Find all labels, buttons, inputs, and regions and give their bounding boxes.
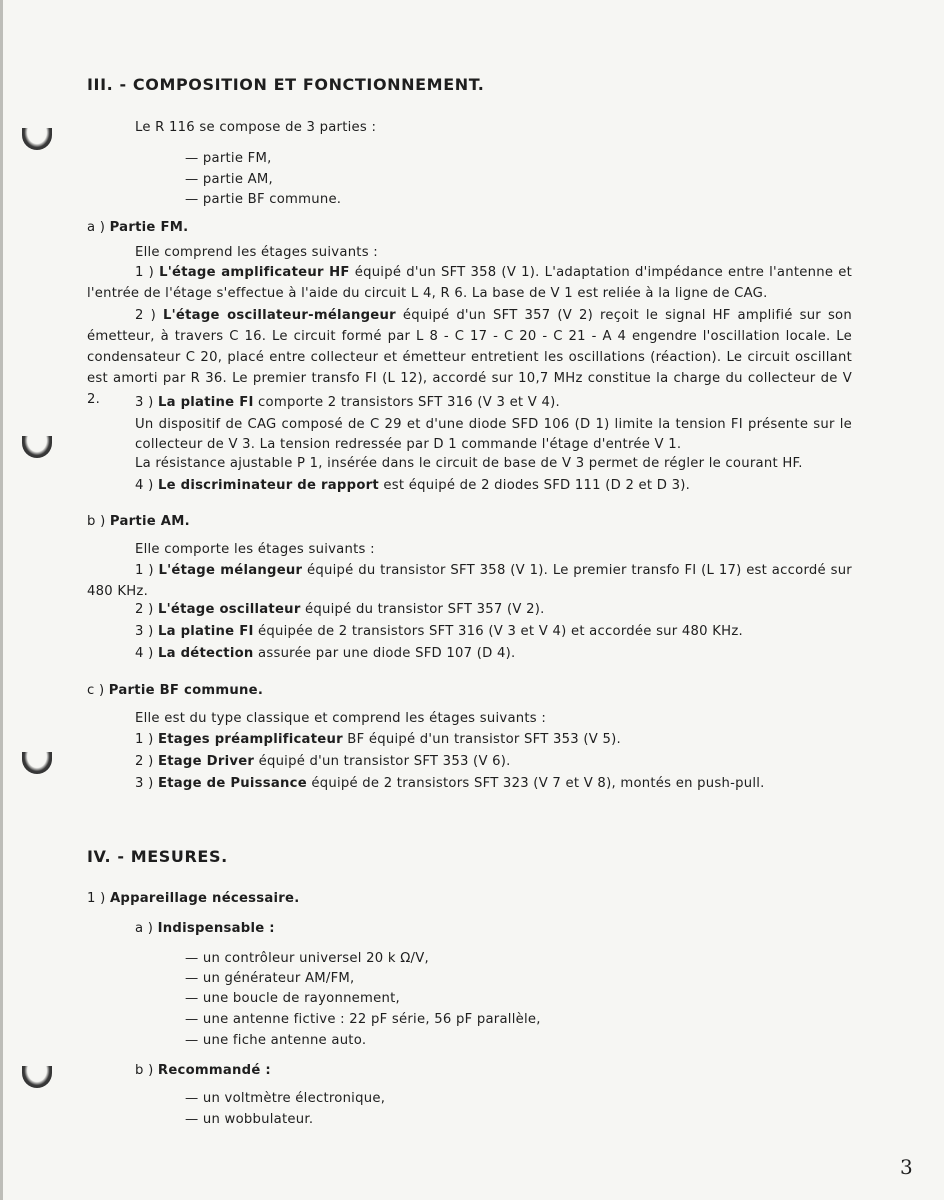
am-paragraph-3: 3 ) La platine FI équipée de 2 transistors SFT 316 (V 3 et V 4) et accordée sur 480 KHz. [135,624,743,639]
punch-hole [22,1066,52,1088]
fm-paragraph-3: 3 ) La platine FI comporte 2 transistors SFT 316 (V 3 et V 4). [135,395,560,410]
am-intro: Elle comporte les étages suivants : [135,542,375,557]
list-item: — partie FM, [185,151,272,166]
am-heading: b ) Partie AM. [87,514,190,529]
page-number: 3 [900,1155,913,1179]
fm-heading: a ) Partie FM. [87,220,189,235]
section-4-title: IV. - MESURES. [87,847,228,866]
punch-hole [22,752,52,774]
list-item: — une fiche antenne auto. [185,1033,367,1048]
list-item: — un contrôleur universel 20 k Ω/V, [185,951,429,966]
fm-paragraph-4: 4 ) Le discriminateur de rapport est équipé de 2 diodes SFD 111 (D 2 et D 3). [135,478,691,493]
am-paragraph-2: 2 ) L'étage oscillateur équipé du transistor SFT 357 (V 2). [135,602,545,617]
equipment-heading: 1 ) Appareillage nécessaire. [87,891,300,906]
fm-intro: Elle comprend les étages suivants : [135,245,378,260]
bf-intro: Elle est du type classique et comprend les étages suivants : [135,711,547,726]
bf-paragraph-1: 1 ) Etages préamplificateur BF équipé d'un transistor SFT 353 (V 5). [135,732,621,747]
list-item: — une boucle de rayonnement, [185,991,400,1006]
fm-paragraph-3c: La résistance ajustable P 1, insérée dans le circuit de base de V 3 permet de régler le courant HF. [135,456,803,471]
punch-hole [22,128,52,150]
list-item: — partie AM, [185,172,273,187]
punch-hole [22,436,52,458]
am-paragraph-1: 1 ) L'étage mélangeur équipé du transistor SFT 358 (V 1). Le premier transfo FI (L 17) est accordé sur 480 KHz. [87,563,852,599]
bf-paragraph-2: 2 ) Etage Driver équipé d'un transistor SFT 353 (V 6). [135,754,511,769]
bf-paragraph-3: 3 ) Etage de Puissance équipé de 2 transistors SFT 323 (V 7 et V 8), montés en push-pull. [135,776,765,791]
list-item: — partie BF commune. [185,192,342,207]
list-item: — un wobbulateur. [185,1112,314,1127]
page-edge [0,0,3,1200]
fm-paragraph-1: 1 ) L'étage amplificateur HF équipé d'un SFT 358 (V 1). L'adaptation d'impédance entre l'antenne et l'entrée de l'étage s'effectue à l'aide du circuit L 4, R 6. La base de V 1 est reliée à la ligne de CAG. [87,265,853,301]
section-3-title: III. - COMPOSITION ET FONCTIONNEMENT. [87,75,485,94]
list-item: — une antenne fictive : 22 pF série, 56 pF parallèle, [185,1012,541,1027]
fm-paragraph-3b: Un dispositif de CAG composé de C 29 et d'une diode SFD 106 (D 1) limite la tension FI présente sur le collecteur de V 3. La tension redressée par D 1 commande l'étage d'entrée V 1. [135,417,852,452]
required-heading: a ) Indispensable : [135,921,275,936]
intro: Le R 116 se compose de 3 parties : [135,120,377,135]
list-item: — un voltmètre électronique, [185,1091,386,1106]
fm-paragraph-2: 2 ) L'étage oscillateur-mélangeur équipé d'un SFT 357 (V 2) reçoit le signal HF amplifié sur son émetteur, à travers C 16. Le circuit formé par L 8 - C 17 - C 20 - C 21 - A 4 engendre l'oscillation locale. Le condensateur C 20, placé entre collecteur et émetteur entretient les oscillations (réaction). Le circuit oscillant est amorti par R 36. Le premier transfo FI (L 12), accordé sur 10,7 MHz constitue la charge du collecteur de V 2. [87,308,852,407]
am-paragraph-4: 4 ) La détection assurée par une diode SFD 107 (D 4). [135,646,516,661]
list-item: — un générateur AM/FM, [185,971,355,986]
bf-heading: c ) Partie BF commune. [87,683,264,698]
recommended-heading: b ) Recommandé : [135,1063,271,1078]
